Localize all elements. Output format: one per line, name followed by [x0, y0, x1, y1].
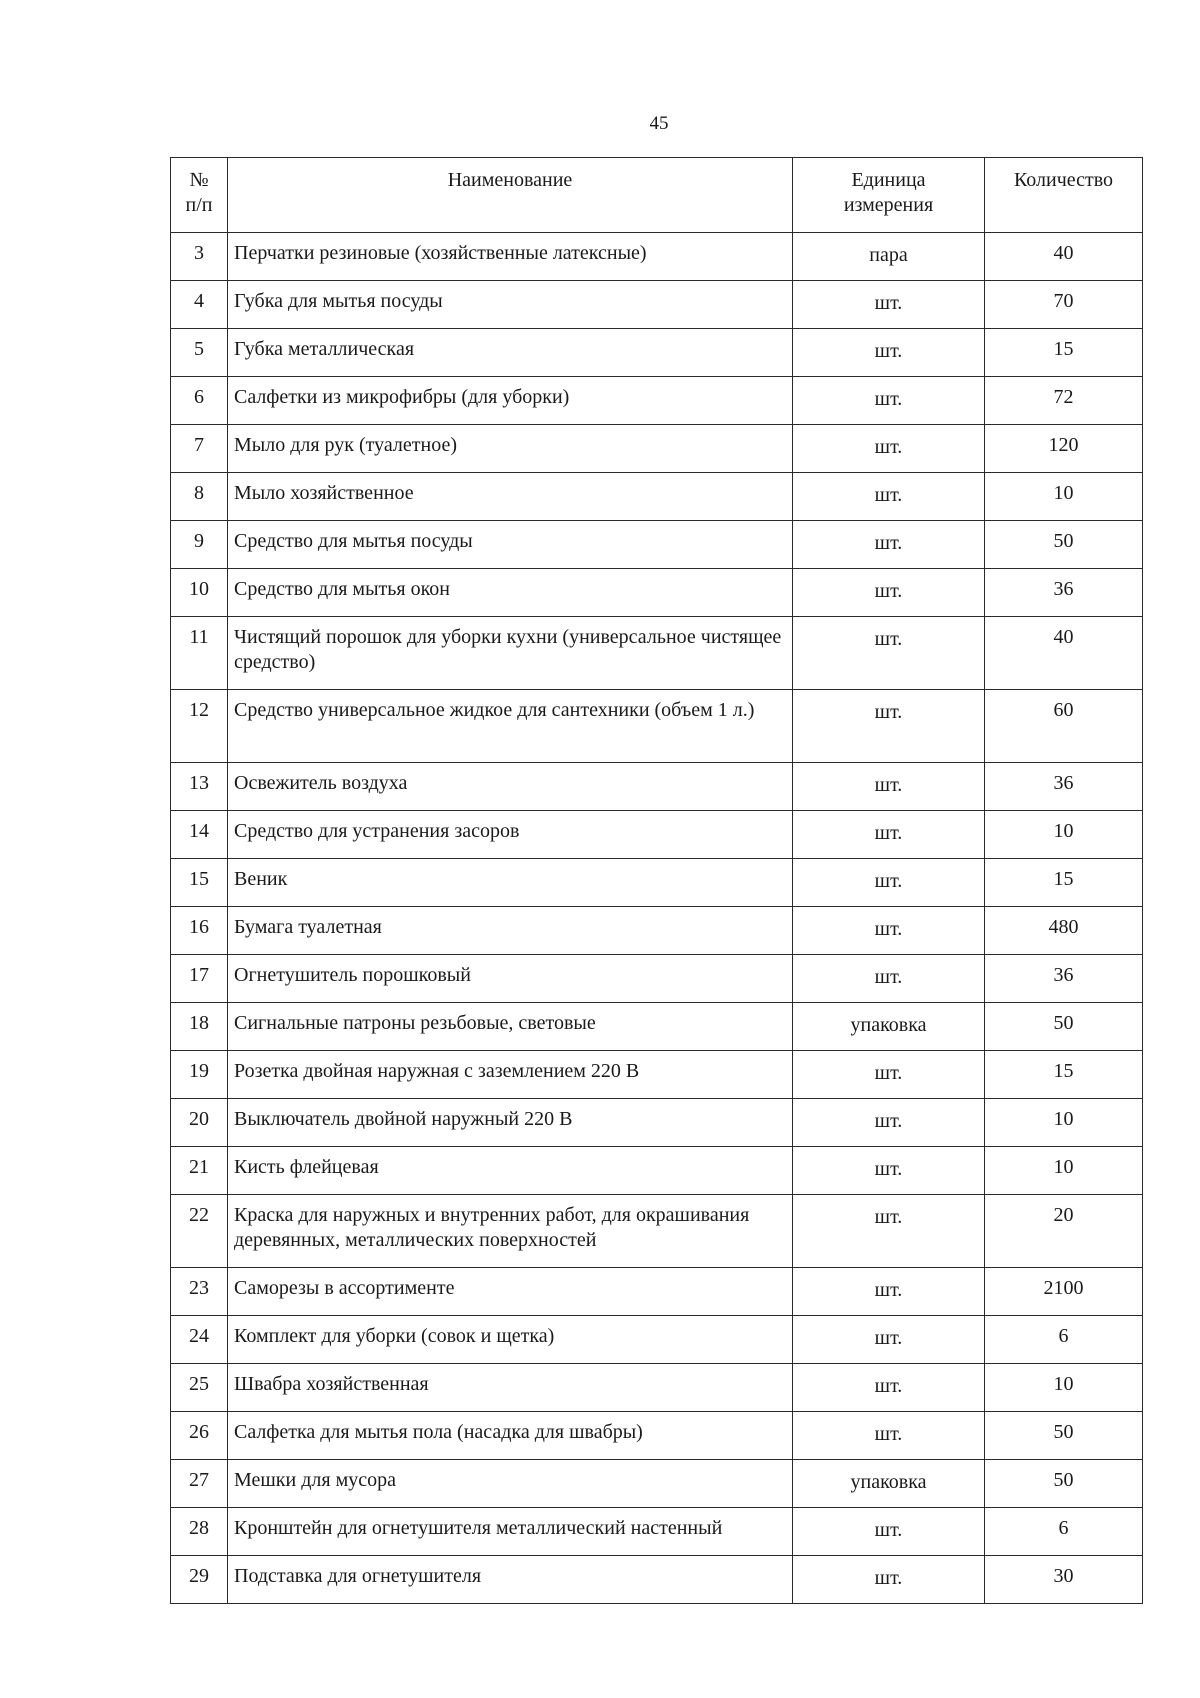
- cell-qty: 50: [985, 521, 1143, 569]
- table-row: [171, 955, 1143, 1003]
- cell-qty: 50: [985, 1460, 1143, 1508]
- table-row: [171, 1268, 1143, 1316]
- cell-num: 25: [171, 1364, 228, 1412]
- cell-num: 5: [171, 329, 228, 377]
- header-qty-label: Количество: [1013, 169, 1114, 191]
- cell-num: 6: [171, 377, 228, 425]
- table-row: [171, 907, 1143, 955]
- cell-qty: 2100: [985, 1268, 1143, 1316]
- header-name: [228, 158, 793, 233]
- cell-num: 7: [171, 425, 228, 473]
- cell-qty: 120: [985, 425, 1143, 473]
- header-name-label: Наименование: [447, 169, 573, 191]
- cell-unit: шт.: [793, 1268, 985, 1316]
- cell-name: Выключатель двойной наружный 220 В: [228, 1099, 793, 1147]
- cell-unit: шт.: [793, 1195, 985, 1268]
- cell-num: 21: [171, 1147, 228, 1195]
- cell-qty: 60: [985, 690, 1143, 763]
- cell-num: 20: [171, 1099, 228, 1147]
- cell-qty: 15: [985, 329, 1143, 377]
- cell-name: Губка металлическая: [228, 329, 793, 377]
- items-table: [170, 157, 1143, 1604]
- cell-num: 28: [171, 1508, 228, 1556]
- cell-name: Кисть флейцевая: [228, 1147, 793, 1195]
- cell-qty: 36: [985, 569, 1143, 617]
- cell-num: 3: [171, 233, 228, 281]
- cell-num: 10: [171, 569, 228, 617]
- cell-qty: 10: [985, 811, 1143, 859]
- cell-name: Сигнальные патроны резьбовые, световые: [228, 1003, 793, 1051]
- cell-num: 22: [171, 1195, 228, 1268]
- table-row: [171, 1508, 1143, 1556]
- cell-unit: шт.: [793, 377, 985, 425]
- cell-name: Розетка двойная наружная с заземлением 220 В: [228, 1051, 793, 1099]
- table-header-row: [171, 158, 1143, 233]
- header-num-label: № п/п: [185, 169, 213, 216]
- cell-name: Салфетка для мытья пола (насадка для швабры): [228, 1412, 793, 1460]
- cell-name: Швабра хозяйственная: [228, 1364, 793, 1412]
- table-row: [171, 859, 1143, 907]
- cell-name: Средство для устранения засоров: [228, 811, 793, 859]
- cell-unit: шт.: [793, 907, 985, 955]
- table-row: [171, 1051, 1143, 1099]
- table-row: [171, 617, 1143, 690]
- table-row: [171, 690, 1143, 763]
- cell-qty: 6: [985, 1508, 1143, 1556]
- cell-unit: шт.: [793, 1508, 985, 1556]
- cell-name: Чистящий порошок для уборки кухни (универсальное чистящее средство): [228, 617, 793, 690]
- cell-unit: шт.: [793, 1556, 985, 1604]
- cell-qty: 70: [985, 281, 1143, 329]
- cell-unit: шт.: [793, 1147, 985, 1195]
- cell-name: Кронштейн для огнетушителя металлический настенный: [228, 1508, 793, 1556]
- table-row: [171, 425, 1143, 473]
- cell-name: Средство универсальное жидкое для сантехники (объем 1 л.): [228, 690, 793, 763]
- cell-num: 11: [171, 617, 228, 690]
- cell-unit: шт.: [793, 763, 985, 811]
- cell-unit: шт.: [793, 329, 985, 377]
- cell-unit: шт.: [793, 473, 985, 521]
- cell-unit: упаковка: [793, 1460, 985, 1508]
- cell-name: Веник: [228, 859, 793, 907]
- cell-unit: шт.: [793, 811, 985, 859]
- page-number: 45: [649, 113, 669, 134]
- cell-qty: 50: [985, 1003, 1143, 1051]
- cell-qty: 40: [985, 233, 1143, 281]
- table-row: [171, 329, 1143, 377]
- cell-name: Средство для мытья окон: [228, 569, 793, 617]
- cell-num: 18: [171, 1003, 228, 1051]
- cell-unit: шт.: [793, 617, 985, 690]
- cell-qty: 6: [985, 1316, 1143, 1364]
- cell-qty: 10: [985, 473, 1143, 521]
- cell-unit: шт.: [793, 425, 985, 473]
- table-row: [171, 1099, 1143, 1147]
- table-row: [171, 281, 1143, 329]
- cell-name: Салфетки из микрофибры (для уборки): [228, 377, 793, 425]
- cell-name: Подставка для огнетушителя: [228, 1556, 793, 1604]
- header-qty: [985, 158, 1143, 233]
- table-body: [171, 233, 1143, 1604]
- cell-num: 26: [171, 1412, 228, 1460]
- cell-qty: 10: [985, 1147, 1143, 1195]
- cell-qty: 15: [985, 859, 1143, 907]
- table-row: [171, 1003, 1143, 1051]
- cell-qty: 30: [985, 1556, 1143, 1604]
- cell-unit: шт.: [793, 859, 985, 907]
- header-unit-label: Единица измерения: [843, 169, 934, 216]
- table-row: [171, 569, 1143, 617]
- cell-name: Комплект для уборки (совок и щетка): [228, 1316, 793, 1364]
- table-row: [171, 521, 1143, 569]
- cell-name: Огнетушитель порошковый: [228, 955, 793, 1003]
- table-row: [171, 473, 1143, 521]
- cell-num: 16: [171, 907, 228, 955]
- table-row: [171, 763, 1143, 811]
- cell-qty: 36: [985, 763, 1143, 811]
- table-row: [171, 1556, 1143, 1604]
- cell-qty: 40: [985, 617, 1143, 690]
- cell-num: 12: [171, 690, 228, 763]
- table-row: [171, 1147, 1143, 1195]
- cell-num: 4: [171, 281, 228, 329]
- cell-qty: 15: [985, 1051, 1143, 1099]
- cell-qty: 10: [985, 1364, 1143, 1412]
- cell-num: 13: [171, 763, 228, 811]
- cell-qty: 72: [985, 377, 1143, 425]
- cell-qty: 36: [985, 955, 1143, 1003]
- table-row: [171, 377, 1143, 425]
- header-unit: [793, 158, 985, 233]
- cell-num: 19: [171, 1051, 228, 1099]
- cell-num: 9: [171, 521, 228, 569]
- cell-name: Саморезы в ассортименте: [228, 1268, 793, 1316]
- table-row: [171, 1364, 1143, 1412]
- cell-name: Мешки для мусора: [228, 1460, 793, 1508]
- cell-name: Мыло для рук (туалетное): [228, 425, 793, 473]
- cell-unit: шт.: [793, 1051, 985, 1099]
- cell-name: Краска для наружных и внутренних работ, для окрашивания деревянных, металлических поверхностей: [228, 1195, 793, 1268]
- table-row: [171, 233, 1143, 281]
- cell-unit: шт.: [793, 1364, 985, 1412]
- cell-unit: шт.: [793, 569, 985, 617]
- cell-unit: шт.: [793, 281, 985, 329]
- cell-num: 14: [171, 811, 228, 859]
- cell-unit: пара: [793, 233, 985, 281]
- cell-unit: шт.: [793, 1412, 985, 1460]
- cell-unit: шт.: [793, 690, 985, 763]
- table-row: [171, 811, 1143, 859]
- cell-name: Губка для мытья посуды: [228, 281, 793, 329]
- cell-num: 24: [171, 1316, 228, 1364]
- cell-unit: шт.: [793, 1316, 985, 1364]
- cell-name: Освежитель воздуха: [228, 763, 793, 811]
- cell-unit: шт.: [793, 521, 985, 569]
- cell-num: 29: [171, 1556, 228, 1604]
- cell-name: Перчатки резиновые (хозяйственные латексные): [228, 233, 793, 281]
- cell-num: 15: [171, 859, 228, 907]
- cell-qty: 20: [985, 1195, 1143, 1268]
- table-row: [171, 1316, 1143, 1364]
- cell-num: 8: [171, 473, 228, 521]
- cell-qty: 480: [985, 907, 1143, 955]
- cell-unit: упаковка: [793, 1003, 985, 1051]
- cell-name: Мыло хозяйственное: [228, 473, 793, 521]
- cell-num: 27: [171, 1460, 228, 1508]
- table-row: [171, 1195, 1143, 1268]
- table-row: [171, 1412, 1143, 1460]
- cell-qty: 50: [985, 1412, 1143, 1460]
- cell-name: Средство для мытья посуды: [228, 521, 793, 569]
- header-num: [171, 158, 228, 233]
- cell-unit: шт.: [793, 1099, 985, 1147]
- cell-name: Бумага туалетная: [228, 907, 793, 955]
- cell-num: 23: [171, 1268, 228, 1316]
- table-row: [171, 1460, 1143, 1508]
- cell-qty: 10: [985, 1099, 1143, 1147]
- cell-unit: шт.: [793, 955, 985, 1003]
- cell-num: 17: [171, 955, 228, 1003]
